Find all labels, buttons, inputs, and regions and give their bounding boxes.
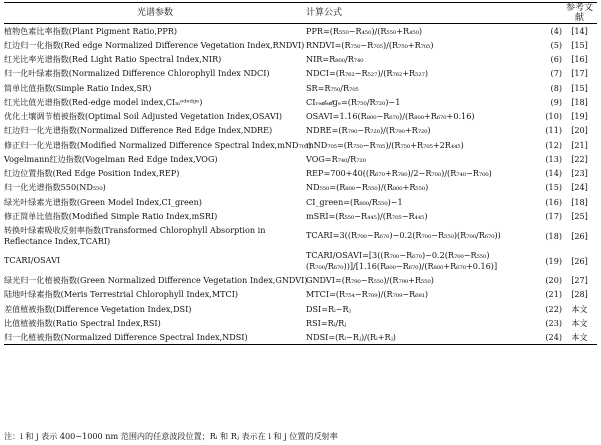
equation-number-cell: (14) xyxy=(545,168,563,179)
index-name-cell: 红边位置指数(Red Edge Position Index,REP) xyxy=(4,168,180,179)
index-name-cell: 红光比值光谱指数(Red-edge model index,CIₘᵉᵈᵉᵈᵍᵉ) xyxy=(4,96,203,107)
index-name-cell xyxy=(4,223,306,248)
index-name-cell: Vogelmann红边指数(Vogelman Red Edge Index,VOG) xyxy=(4,153,218,164)
index-name-cell: 比值植被指数(Ratio Spectral Index,RSI) xyxy=(4,317,161,328)
table-row xyxy=(4,52,597,66)
table-row xyxy=(4,138,597,152)
table-footnote: 注：i 和 j 表示 400~1000 nm 范围内的任意波段位置；Rᵢ 和 Rⱼ 表示在 i 和 j 位置的反射率 xyxy=(4,431,338,441)
equation-number-cell: (23) xyxy=(545,317,563,328)
table-row xyxy=(4,287,597,301)
table-row xyxy=(4,180,597,194)
index-name-cell: 红边归一化指数(Red edge Normalized Difference Vegetation Index,RNDVI) xyxy=(4,39,305,50)
reference-cell: [17] xyxy=(571,68,588,79)
index-name-cell: 优化土壤调节植被指数(Optimal Soil Adjusted Vegetation Index,OSAVI) xyxy=(4,111,283,122)
formula-cell: NIR=R₈₀₀/R₇₄₀ xyxy=(306,54,364,65)
reference-cell: [28] xyxy=(571,289,588,300)
equation-number-cell: (16) xyxy=(545,196,563,207)
table-row xyxy=(4,166,597,180)
formula-cell: NDSI=(Rᵢ−Rⱼ)/(Rᵢ+Rⱼ) xyxy=(306,330,532,344)
equation-number-cell: (18) xyxy=(545,230,563,241)
table-row xyxy=(4,95,597,109)
index-name-cell: 绿光叶绿素光谱指数(Green Model Index,CI_green) xyxy=(4,196,202,207)
reference-cell: [19] xyxy=(571,111,588,122)
index-name-cell-text: TCARI/OSAVI xyxy=(4,255,61,266)
index-name-cell: 绿光归一化植被指数(Green Normalized Difference Vegetation Index,GNDVI) xyxy=(4,275,308,286)
table-row xyxy=(4,316,597,330)
index-name-cell: 归一化光谱指数550(ND₅₅₀) xyxy=(4,182,106,193)
reference-cell: [24] xyxy=(571,182,588,193)
table-row xyxy=(4,248,597,273)
equation-number-cell: (10) xyxy=(545,111,563,122)
equation-number-cell: (6) xyxy=(550,54,563,65)
table-row xyxy=(4,109,597,123)
formula-cell: NDRE=(R₇₉₀−R₇₂₀)/(R₇₉₀+R₇₂₀) xyxy=(306,125,431,136)
spectral-index-table xyxy=(4,2,597,345)
reference-cell: [15] xyxy=(571,39,588,50)
reference-cell: 本文 xyxy=(571,303,588,314)
reference-cell: [14] xyxy=(571,25,588,36)
index-name-cell: 归一化植被指数(Normalized Difference Spectral Index,NDSI) xyxy=(4,330,306,344)
equation-number-cell: (7) xyxy=(550,68,563,79)
index-name-cell-text: 转换叶绿素吸收反射率指数(Transformed Chlorophyll Absorption in Reflectance Index,TCARI) xyxy=(4,225,266,246)
table-row xyxy=(4,24,597,38)
table-row xyxy=(4,66,597,80)
reference-cell: [26] xyxy=(571,255,588,266)
formula-cell: PPR=(R₅₅₀−R₄₅₀)/(R₅₅₀+R₄₅₀) xyxy=(306,25,422,36)
equation-number-cell: (12) xyxy=(545,139,563,150)
formula-cell: RSI=Rᵢ/Rⱼ xyxy=(306,317,347,328)
formula-cell: CI_green=(R₈₀₀/R₅₅₀)−1 xyxy=(306,196,403,207)
equation-number-cell: (15) xyxy=(545,182,563,193)
index-name-cell: 植物色素比率指数(Plant Pigment Ratio,PPR) xyxy=(4,25,178,36)
table-row xyxy=(4,195,597,209)
index-name-cell: 修正简单比值指数(Modified Simple Ratio Index,mSRI) xyxy=(4,210,218,221)
index-name-cell: 归一化叶绿素指数(Normalized Difference Chlorophyll Index NDCI) xyxy=(4,68,270,79)
formula-cell: mND₇₀₅=(R₇₅₀−R₇₀₅)/(R₇₅₀+R₇₀₅+2R₄₄₅) xyxy=(306,139,464,150)
formula-cell xyxy=(306,248,532,273)
index-name-cell: 红光比率光谱指数(Red Light Ratio Spectral Index,NIR) xyxy=(4,54,222,65)
equation-number-cell: (9) xyxy=(550,96,563,107)
formula-cell: VOG=R₇₄₀/R₇₂₀ xyxy=(306,153,366,164)
index-name-cell: 修正归一化光谱指数(Modified Normalized Difference Spectral Index,mND₇₀₅) xyxy=(4,139,312,150)
equation-number-cell: (11) xyxy=(545,125,563,136)
formula-cell-text: TCARI/OSAVI=[3((R₇₀₀−R₆₇₀)−0.2(R₇₀₀−R₅₅₀)(R₇₀₀/R₆₇₀))]/[1.16(R₈₀₀−R₆₇₀)/(R₈₀₀+R₆₇₀+0.16)] xyxy=(306,250,498,271)
formula-cell: MTCI=(R₇₅₄−R₇₀₉)/(R₇₀₉−R₆₈₁) xyxy=(306,289,429,300)
equation-number-cell: (5) xyxy=(550,39,563,50)
equation-number-cell: (13) xyxy=(545,153,563,164)
index-name-cell: 简单比值指数(Simple Ratio Index,SR) xyxy=(4,82,152,93)
table-row xyxy=(4,273,597,287)
reference-cell: [20] xyxy=(571,125,588,136)
equation-number-cell: (8) xyxy=(550,82,563,93)
table-row xyxy=(4,330,597,344)
formula-cell: REP=700+40((R₆₇₀+R₇₈₀)/2−R₇₀₀)/(R₇₄₀−R₇₀₀) xyxy=(306,168,492,179)
table-row xyxy=(4,302,597,316)
formula-cell: CIᵣₑ𝒹ₑ𝒹gₑ=(R₇₅₀/R₇₂₀)−1 xyxy=(306,96,401,107)
table-row xyxy=(4,123,597,137)
reference-cell: [16] xyxy=(571,54,588,65)
index-name-cell: 红边归一化光谱指数(Normalized Difference Red Edge Index,NDRE) xyxy=(4,125,273,136)
equation-number-cell: (4) xyxy=(550,25,563,36)
formula-cell-text: TCARI=3((R₇₀₀−R₆₇₀)−0.2(R₇₀₀−R₅₅₀)(R₇₀₀/R₆₇₀)) xyxy=(306,230,501,241)
table-row xyxy=(4,38,597,52)
reference-cell: [15] xyxy=(571,82,588,93)
formula-cell: DSI=Rᵢ−Rⱼ xyxy=(306,303,351,314)
equation-number-cell: (22) xyxy=(545,303,563,314)
reference-cell: 本文 xyxy=(562,330,597,344)
formula-cell: OSAVI=1.16(R₈₀₀−R₆₇₀)/(R₈₀₀+R₆₇₀+0.16) xyxy=(306,111,475,122)
equation-number-cell: (19) xyxy=(545,255,563,266)
index-name-cell: 陆地叶绿素指数(Meris Terrestrial Chlorophyll Index,MTCI) xyxy=(4,289,239,300)
table-row xyxy=(4,223,597,248)
header-spectral-parameter: 光谱参数 xyxy=(4,3,306,24)
table-row xyxy=(4,209,597,223)
index-name-cell xyxy=(4,248,306,273)
reference-cell: [26] xyxy=(571,230,588,241)
equation-number-cell: (24) xyxy=(532,330,562,344)
reference-cell: [27] xyxy=(571,275,588,286)
reference-cell: [22] xyxy=(571,153,588,164)
reference-cell: [23] xyxy=(571,168,588,179)
formula-cell: NDCI=(R₇₆₂−R₅₂₇)/(R₇₆₂+R₅₂₇) xyxy=(306,68,428,79)
reference-cell: 本文 xyxy=(571,317,588,328)
equation-number-cell: (17) xyxy=(545,210,563,221)
formula-cell: RNDVI=(R₇₅₀−R₇₀₅)/(R₇₅₀+R₇₀₅) xyxy=(306,39,434,50)
header-formula: 计算公式 xyxy=(306,3,562,24)
table-body xyxy=(4,24,597,345)
formula-cell: GNDVI=(R₇₉₀−R₅₅₀)/(R₇₉₀+R₅₅₀) xyxy=(306,275,434,286)
formula-cell: SR=R₇₅₀/R₇₀₅ xyxy=(306,82,359,93)
formula-cell: ND₅₅₀=(R₈₀₀−R₅₅₀)/(R₈₀₀+R₅₅₀) xyxy=(306,182,429,193)
header-reference: 参考文献 xyxy=(562,3,597,24)
formula-cell xyxy=(306,223,532,248)
table-header xyxy=(4,3,597,24)
table-row xyxy=(4,152,597,166)
reference-cell: [21] xyxy=(571,139,588,150)
table-row xyxy=(4,81,597,95)
equation-number-cell: (21) xyxy=(545,289,563,300)
index-name-cell: 差值植被指数(Difference Vegetation Index,DSI) xyxy=(4,303,192,314)
formula-cell: mSRI=(R₅₅₀−R₄₄₅)/(R₇₀₅−R₄₄₅) xyxy=(306,210,428,221)
equation-number-cell: (20) xyxy=(545,275,563,286)
reference-cell: [25] xyxy=(571,210,588,221)
reference-cell: [18] xyxy=(571,96,588,107)
reference-cell: [18] xyxy=(571,196,588,207)
